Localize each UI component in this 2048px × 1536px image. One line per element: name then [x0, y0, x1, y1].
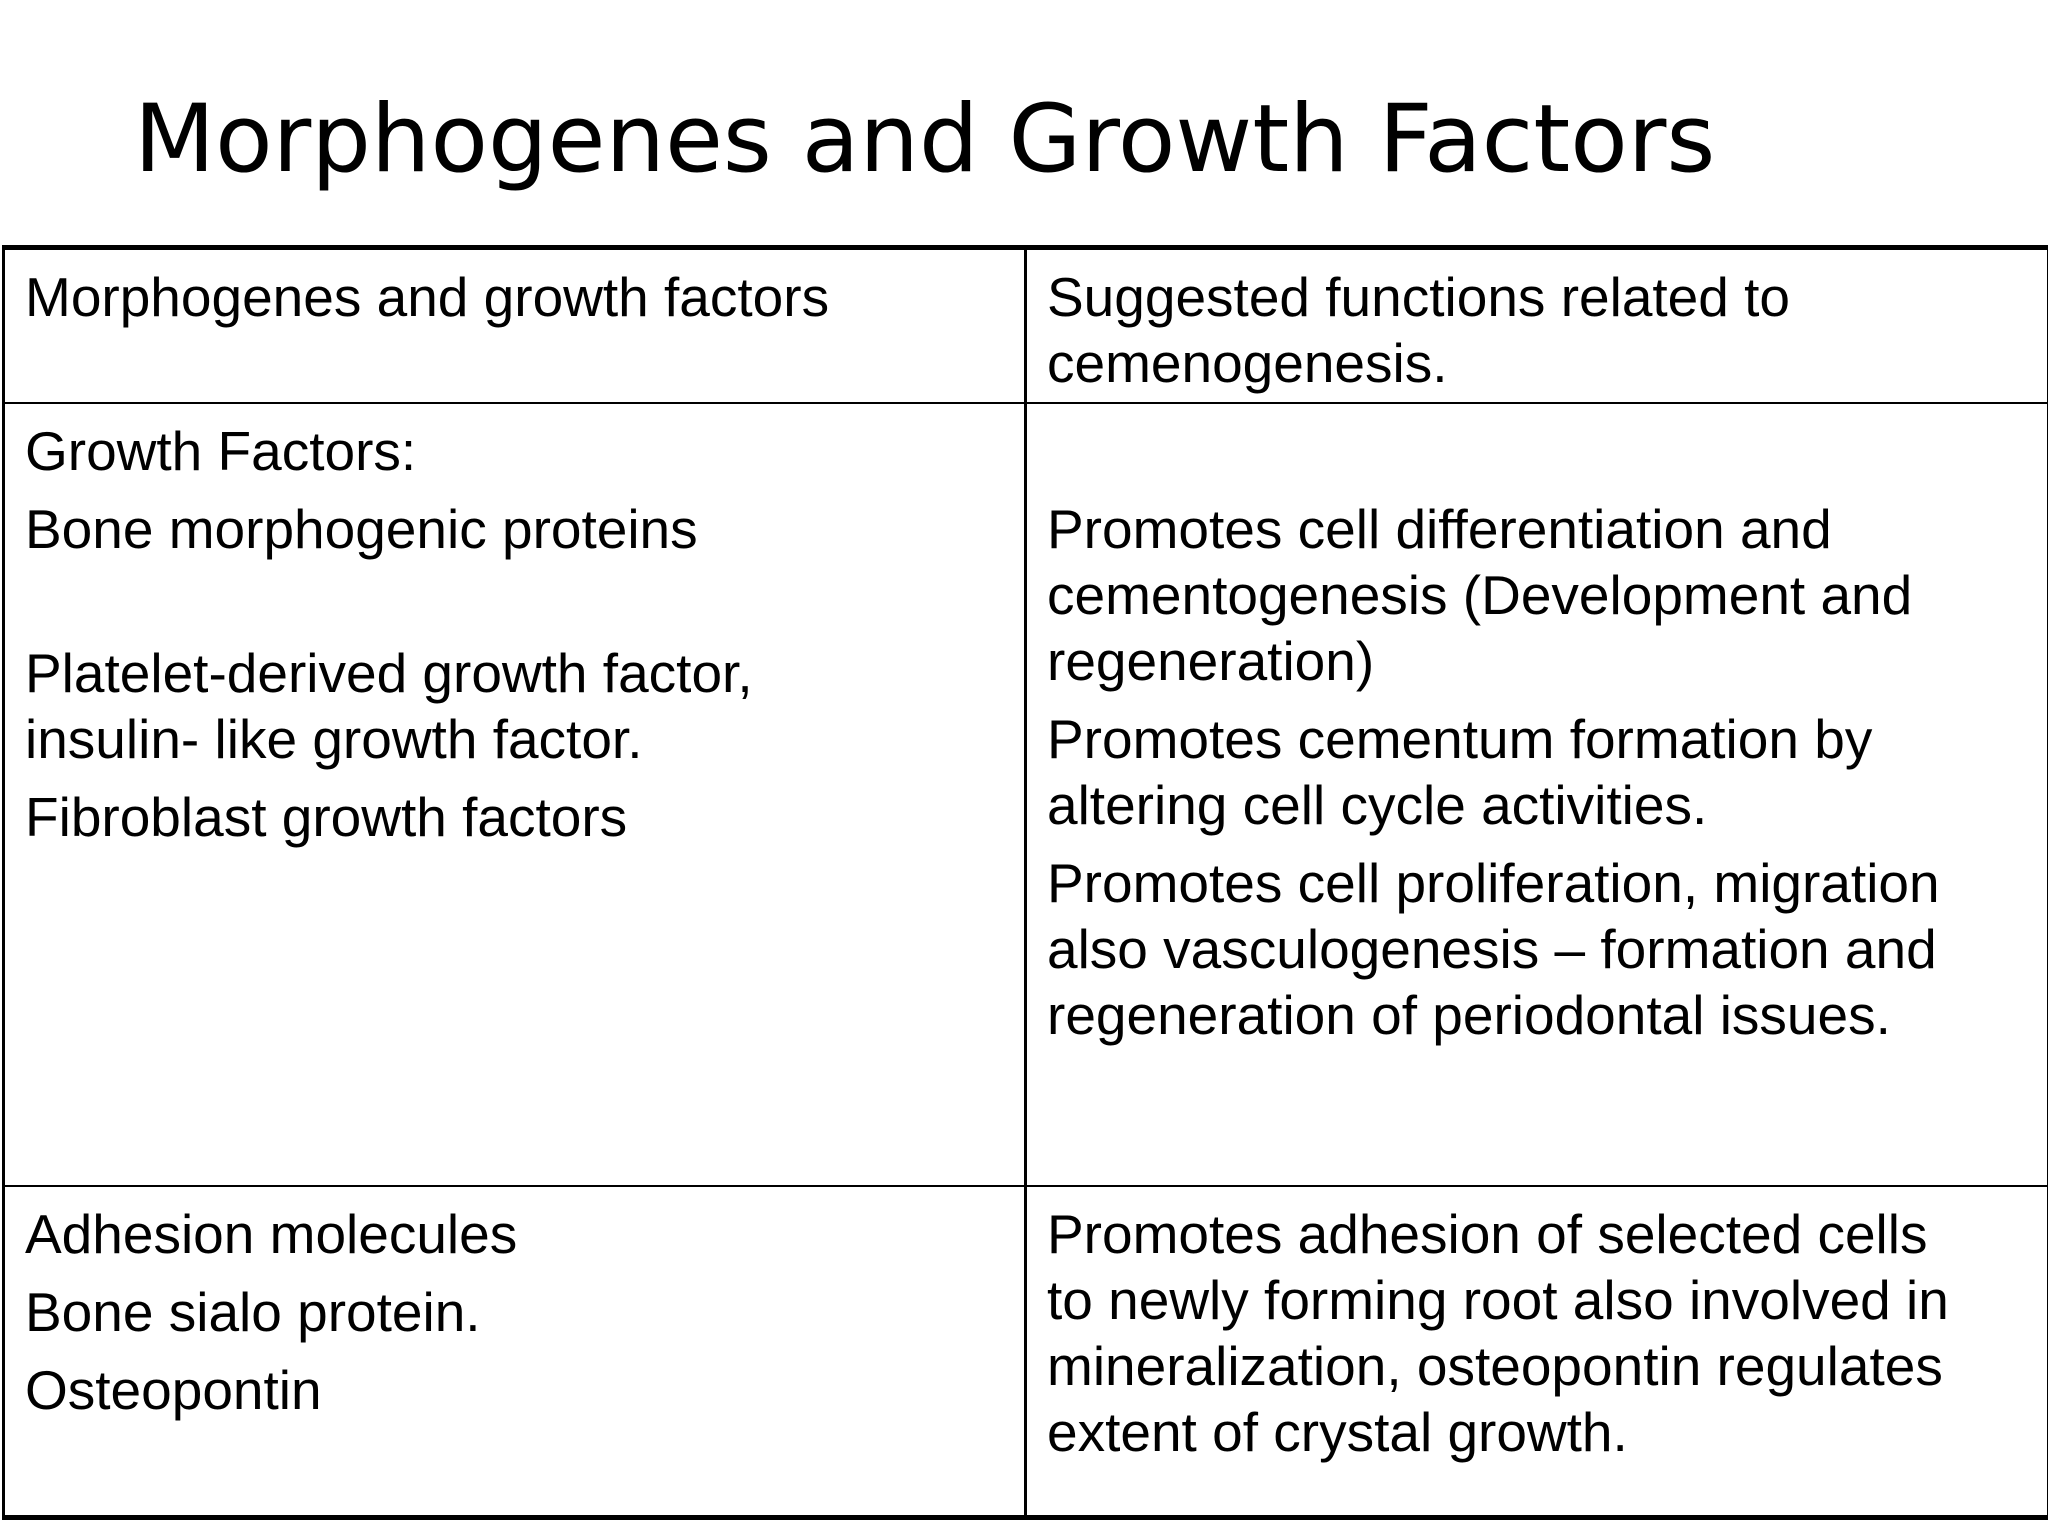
- adhesion-function-line-3: mineralization, osteopontin regulates: [1047, 1334, 1943, 1397]
- growth-function-2: [1047, 706, 2027, 838]
- growth-factors-cell: [4, 403, 1026, 1186]
- table-row-growth-factors: [4, 403, 2048, 1186]
- header-factors-text: Morphogenes and growth factors: [25, 266, 830, 328]
- growth-function-2-line-2: altering cell cycle activities.: [1047, 773, 1708, 836]
- header-functions-line-2: cemenogenesis.: [1047, 332, 1448, 394]
- growth-function-3: [1047, 850, 2027, 1048]
- growth-item-pdgf-igf: [25, 640, 1004, 772]
- growth-function-2-line-1: Promotes cementum formation by: [1047, 707, 1873, 770]
- adhesion-function: [1047, 1201, 2027, 1465]
- adhesion-functions-cell: [1026, 1186, 2048, 1518]
- adhesion-heading: Adhesion molecules: [25, 1202, 518, 1265]
- table-header-row: [4, 248, 2048, 403]
- table-row-adhesion-molecules: [4, 1186, 2048, 1518]
- growth-item-bmp: Bone morphogenic proteins: [25, 497, 698, 560]
- slide-title: Morphogenes and Growth Factors: [134, 85, 1716, 194]
- growth-function-1-line-2: cementogenesis (Development and: [1047, 563, 1913, 626]
- growth-function-1: [1047, 496, 2027, 694]
- growth-functions-cell: [1026, 403, 2048, 1186]
- adhesion-function-line-1: Promotes adhesion of selected cells: [1047, 1202, 1928, 1265]
- adhesion-molecules-cell: [4, 1186, 1026, 1518]
- header-cell-factors: [4, 248, 1026, 403]
- growth-function-1-line-1: Promotes cell differentiation and: [1047, 497, 1832, 560]
- header-functions-line-1: Suggested functions related to: [1047, 266, 1791, 328]
- growth-item-fgf: Fibroblast growth factors: [25, 785, 628, 848]
- adhesion-function-line-2: to newly forming root also involved in: [1047, 1268, 1949, 1331]
- adhesion-item-bsp: Bone sialo protein.: [25, 1280, 481, 1343]
- morphogenes-table: [2, 245, 2048, 1520]
- header-cell-functions: [1026, 248, 2048, 403]
- adhesion-function-line-4: extent of crystal growth.: [1047, 1400, 1628, 1463]
- growth-factors-heading: Growth Factors:: [25, 419, 417, 482]
- growth-function-1-line-3: regeneration): [1047, 629, 1375, 692]
- growth-functions-spacer: [1047, 418, 2027, 484]
- growth-function-3-line-1: Promotes cell proliferation, migration: [1047, 851, 1940, 914]
- header-functions-text: [1047, 264, 2027, 396]
- growth-function-3-line-3: regeneration of periodontal issues.: [1047, 983, 1891, 1046]
- growth-item-pdgf-line-2: insulin- like growth factor.: [25, 707, 643, 770]
- growth-item-pdgf-line-1: Platelet-derived growth factor,: [25, 641, 753, 704]
- growth-function-3-line-2: also vasculogenesis – formation and: [1047, 917, 1937, 980]
- adhesion-item-osteopontin: Osteopontin: [25, 1358, 322, 1421]
